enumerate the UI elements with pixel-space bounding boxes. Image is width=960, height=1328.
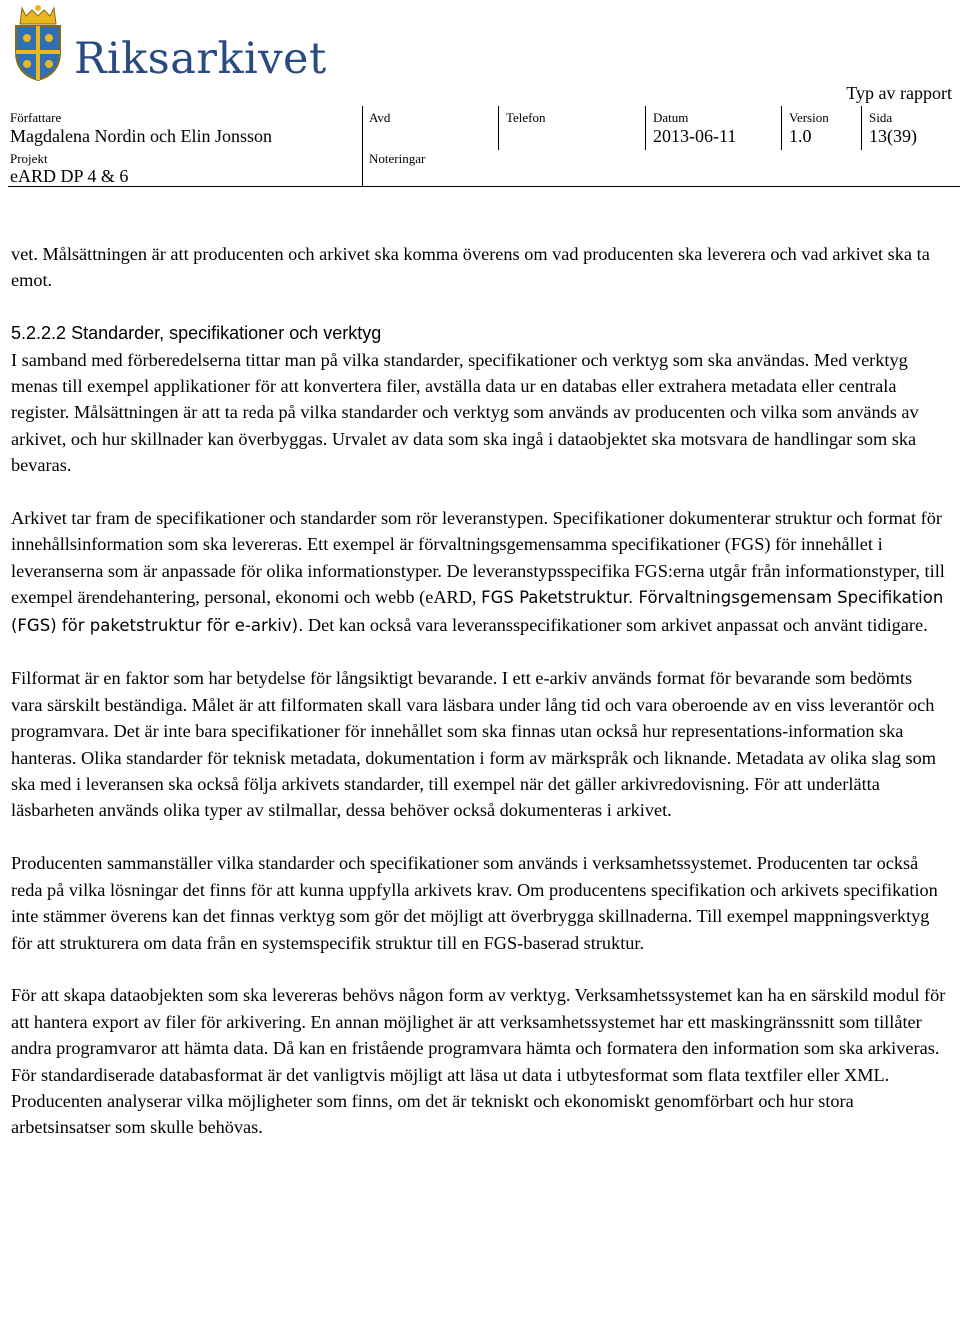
date-label: Datum: [653, 110, 689, 125]
document-body: [11, 241, 946, 1167]
royal-crest-icon: [12, 4, 64, 82]
document-header-table: [8, 106, 960, 187]
section-title: Standarder, specifikationer och verktyg: [71, 323, 382, 344]
header-divider: [781, 106, 782, 150]
project-value: eARD DP 4 & 6: [10, 166, 129, 186]
paragraph: För att skapa dataobjekten som ska levereras behövs någon form av verktyg. Verksamhetssystemet kan ha en särskild modul för att hantera export av filer för arkivering. En annan möjlighet är att verksamhetssystemet har ett maskingränssnitt som tillåter andra programvaror att hämta data. Då kan en fristående programvara hämta och formatera den information som ska arkiveras. För standardiserade databasformat är det vanligtvis möjligt att läsa ut data i utbytesformat som flata textfiler eller XML. Producenten analyserar vilka möjligheter som finns, om det är tekniskt och ekonomiskt genomförbart och hur stora arbetsinsatser som skulle behövas.: [11, 985, 946, 1138]
page-label: Sida: [869, 110, 893, 125]
date-value: 2013-06-11: [653, 126, 737, 146]
notes-label: Noteringar: [369, 151, 426, 166]
paragraph: Producenten sammanställer vilka standarder och specifikationer som används i verksamhetssystemet. Producenten tar också reda på vilka lösningar det finns för att kunna uppfylla arkivets krav. Om producentens specifikation och arkivets specifikation inte stämmer överens kan det finnas verktyg som gör det möjligt att överbrygga skillnaderna. Till exempel mappningsverktyg för att strukturera om data från en systemspecifik struktur till en FGS-baserad struktur.: [11, 853, 938, 953]
paragraph-text: Arkivet tar fram de specifikationer och standarder som rör leveranstypen. Specifikationer dokumenterar struktur och format för innehållsinformation som ska levereras. Ett exempel är förvaltningsgemensamma specifikationer (FGS) för innehållet i leveranserna som är anpassade för olika informationstyper. De leveranstypsspecifika FGS:erna utgår från informationstyper, till exempel ärendehantering, personal, ekonomi och webb (eARD,: [11, 508, 945, 608]
section-heading: [11, 320, 946, 346]
paragraph: vet. Målsättningen är att producenten och arkivet ska komma överens om vad producenten ska leverera och vad arkivet ska ta emot.: [11, 244, 930, 291]
riksarkivet-logo: [12, 4, 327, 84]
author-label: Författare: [10, 110, 62, 125]
project-label: Projekt: [10, 151, 48, 166]
logo-wordmark: Riksarkivet: [74, 34, 327, 84]
department-label: Avd: [369, 110, 391, 125]
reference-text: FGS Paketstruktur. Förvaltningsgemensam Specifikation (FGS) för paketstruktur för e-arkiv).: [11, 588, 944, 635]
author-value: Magdalena Nordin och Elin Jonsson: [10, 126, 272, 146]
version-value: 1.0: [789, 126, 812, 146]
header-divider: [861, 106, 862, 150]
version-label: Version: [789, 110, 829, 125]
header-divider: [645, 106, 646, 150]
document-type: Typ av rapport: [846, 83, 952, 103]
paragraph: I samband med förberedelserna tittar man på vilka standarder, specifikationer och verktyg som ska användas. Med verktyg menas till exempel applikationer för att konvertera filer, avställa data ur en databas eller extrahera metadata eller centrala register. Målsättningen är att ta reda på vilka standarder och verktyg som används av producenten och vilka som används av arkivet, och hur skillnader kan överbyggas. Urvalet av data som ska ingå i dataobjektet ska motsvara de handlingar som ska bevaras.: [11, 349, 919, 476]
paragraph: [11, 505, 946, 639]
header-divider: [362, 106, 363, 186]
paragraph-text: Det kan också vara leveransspecifikationer som arkivet anpassat och använt tidigare.: [307, 614, 928, 635]
header-divider: [498, 106, 499, 150]
phone-label: Telefon: [506, 110, 546, 125]
page-value: 13(39): [869, 126, 917, 146]
section-number: 5.2.2.2: [11, 323, 67, 344]
paragraph: Filformat är en faktor som har betydelse för långsiktigt bevarande. I ett e-arkiv används format för bevarande som bedömts vara särskilt beständiga. Målet är att filformaten skall vara läsbara under lång tid och vara oberoende av en viss leverantör och programvara. Det är inte bara specifikationer för innehållet som ska finnas utan också hur representations-information ska hanteras. Olika standarder för teknisk metadata, dokumentation i form av märkspråk och liknande. Metadata av olika slag som ska med i leveransen ska också följa arkivets standarder, till exempel när det gäller arkivredovisning. För att underlätta läsbarheten används olika typer av stilmallar, dessa behöver också dokumenteras i arkivet.: [11, 668, 936, 821]
